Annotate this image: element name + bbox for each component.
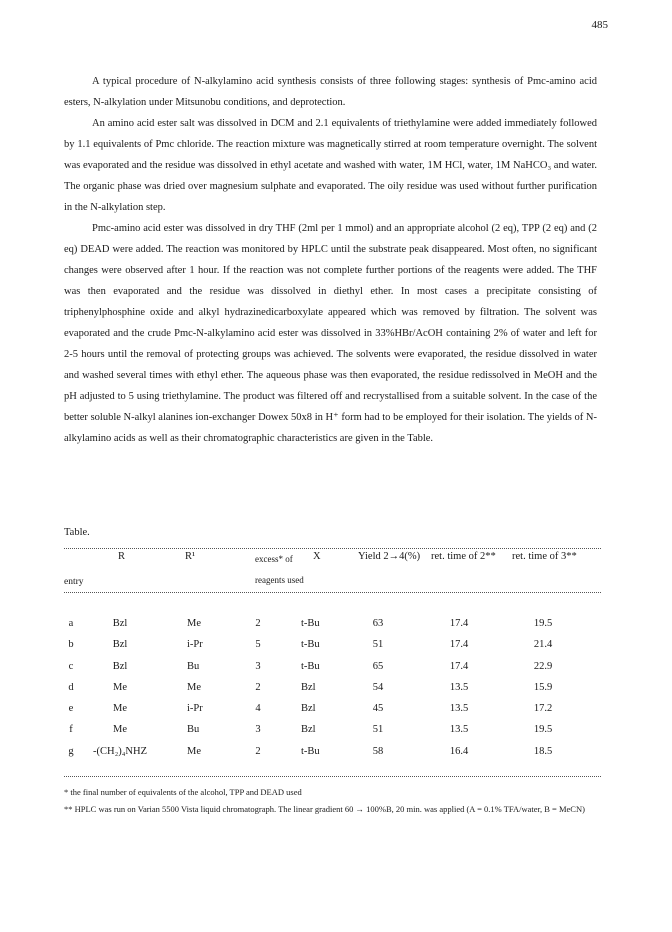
cell-ret-time-3: 19.5 [533, 724, 553, 736]
header-R1: R¹ [185, 551, 196, 562]
cell-R: Bzl [112, 660, 128, 672]
cell-X: t-Bu [301, 660, 320, 672]
cell-X: Bzl [301, 681, 316, 693]
cell-entry: b [68, 639, 74, 651]
cell-entry: d [68, 681, 74, 693]
cell-excess: 2 [255, 681, 261, 693]
cell-X: t-Bu [301, 745, 320, 757]
cell-ret-time-2: 17.4 [449, 639, 469, 651]
table-row [64, 746, 601, 767]
cell-ret-time-3: 21.4 [533, 639, 553, 651]
cell-excess: 2 [255, 745, 261, 757]
table-bottom-rule [64, 776, 601, 777]
table-row [64, 682, 601, 703]
cell-yield: 58 [372, 745, 384, 757]
cell-entry: e [68, 703, 74, 715]
cell-ret-time-3: 18.5 [533, 745, 553, 757]
header-yield: Yield 2→4(%) [358, 551, 421, 562]
header-reagents-used: reagents used [255, 575, 304, 585]
table-header-rule [64, 592, 601, 593]
footnote: * the final number of equivalents of the alcohol, TPP and DEAD used [64, 787, 302, 797]
paragraph: An amino acid ester salt was dissolved in DCM and 2.1 equivalents of triethylamine were added immediately followed by 1.1 equivalents of Pmc chloride. The reaction mixture was magnetically stirred at room temperature overnight. The solvent was evaporated and the residue was dissolved in ethyl acetate and washed with water, 1M HCl, water, 1M NaHCO₃ and water. The organic phase was dried over magnesium sulphate and evaporated. The oily residue was used without further purification in the N-alkylation step. [64, 118, 597, 213]
cell-entry: f [69, 724, 73, 736]
footnote: ** HPLC was run on Varian 5500 Vista liquid chromatograph. The linear gradient 60 → 100%B, 20 min. was applied (A = 0.1% TFA/water, B = MeCN) [64, 804, 585, 814]
cell-R1: Me [187, 618, 201, 629]
footnotes [64, 784, 601, 818]
cell-ret-time-2: 17.4 [449, 660, 469, 672]
cell-ret-time-2: 13.5 [449, 724, 469, 736]
cell-ret-time-3: 22.9 [533, 660, 553, 672]
header-R: R [118, 551, 126, 562]
cell-R1: i-Pr [187, 639, 203, 651]
table-row [64, 724, 601, 745]
cell-X: t-Bu [301, 618, 320, 629]
cell-R1: Bu [187, 660, 200, 672]
body-text [64, 71, 597, 449]
cell-yield: 54 [372, 681, 384, 693]
cell-entry: g [68, 745, 74, 757]
cell-yield: 65 [372, 660, 384, 672]
table-caption: Table. [64, 527, 90, 538]
cell-yield: 51 [372, 724, 384, 736]
cell-yield: 63 [372, 618, 384, 629]
cell-X: Bzl [301, 703, 316, 715]
cell-entry: a [68, 618, 74, 629]
cell-R1: Me [187, 745, 201, 757]
cell-R1: Bu [187, 724, 200, 736]
cell-R: Bzl [112, 618, 128, 629]
header-entry: entry [64, 577, 84, 587]
cell-ret-time-2: 16.4 [449, 745, 469, 757]
table-top-rule [64, 548, 601, 549]
cell-excess: 3 [255, 724, 261, 736]
paragraph: A typical procedure of N-alkylamino acid synthesis consists of three following stages: synthesis of Pmc-amino acid esters, N-alkylation under Mitsunobu conditions, and deprotection. [64, 76, 597, 108]
cell-excess: 5 [255, 639, 261, 651]
cell-R: Me [113, 681, 127, 693]
cell-ret-time-2: 17.4 [449, 618, 469, 629]
table-row [64, 639, 601, 660]
cell-R: Bzl [112, 639, 128, 651]
page-number: 485 [591, 19, 608, 31]
cell-ret-time-3: 19.5 [533, 618, 553, 629]
table-row [64, 661, 601, 682]
cell-X: Bzl [301, 724, 316, 736]
cell-excess: 4 [255, 703, 261, 715]
table-row [64, 618, 601, 639]
cell-R: -(CH₂)₄NHZ [93, 745, 147, 757]
cell-ret-time-3: 17.2 [533, 703, 553, 715]
cell-ret-time-2: 13.5 [449, 703, 469, 715]
table-row [64, 703, 601, 724]
cell-yield: 45 [372, 703, 384, 715]
header-ret-time-3: ret. time of 3** [512, 551, 577, 562]
cell-entry: c [68, 660, 74, 672]
cell-ret-time-3: 15.9 [533, 681, 553, 693]
cell-R: Me [113, 724, 127, 736]
cell-yield: 51 [372, 639, 384, 651]
cell-R1: i-Pr [187, 703, 203, 715]
header-ret-time-2: ret. time of 2** [431, 551, 496, 562]
table-body [64, 618, 601, 767]
cell-X: t-Bu [301, 639, 320, 651]
cell-excess: 2 [255, 618, 261, 629]
cell-excess: 3 [255, 660, 261, 672]
header-excess: excess* of [255, 554, 293, 564]
paragraph: Pmc-amino acid ester was dissolved in dry THF (2ml per 1 mmol) and an appropriate alcohol (2 eq), TPP (2 eq) and (2 eq) DEAD were added. The reaction was monitored by HPLC until the substrate peak disappeared. Most often, no significant changes were observed after 1 hour. If the reaction was not complete further portions of the reagents were added. The THF was then evaporated and the residue was dissolved in diethyl ether. In most cases a precipitate consisting of triphenylphosphine oxide and alkyl hydrazinedicarboxylate appeared which was removed by filtration. The solvent was evaporated and the crude Pmc-N-alkylamino acid ester was dissolved in 33%HBr/AcOH containing 2% of water and left for 2-5 hours until the removal of protecting groups was achieved. The solvents were evaporated, the residue dissolved in water and washed several times with ethyl ether. The aqueous phase was then evaporated, the residue redissolved in MeOH and the pH adjusted to 5 using triethylamine. The product was filtered off and recrystallised from a suitable solvent. In the case of the better soluble N-alkyl alanines ion-exchanger Dowex 50x8 in H⁺ form had to be employed for their isolation. The yields of N-alkylamino acids as well as their chromatographic characteristics are given in the Table. [64, 223, 597, 444]
cell-ret-time-2: 13.5 [449, 681, 469, 693]
header-X: X [313, 551, 321, 562]
cell-R: Me [113, 703, 127, 715]
cell-R1: Me [187, 681, 201, 693]
